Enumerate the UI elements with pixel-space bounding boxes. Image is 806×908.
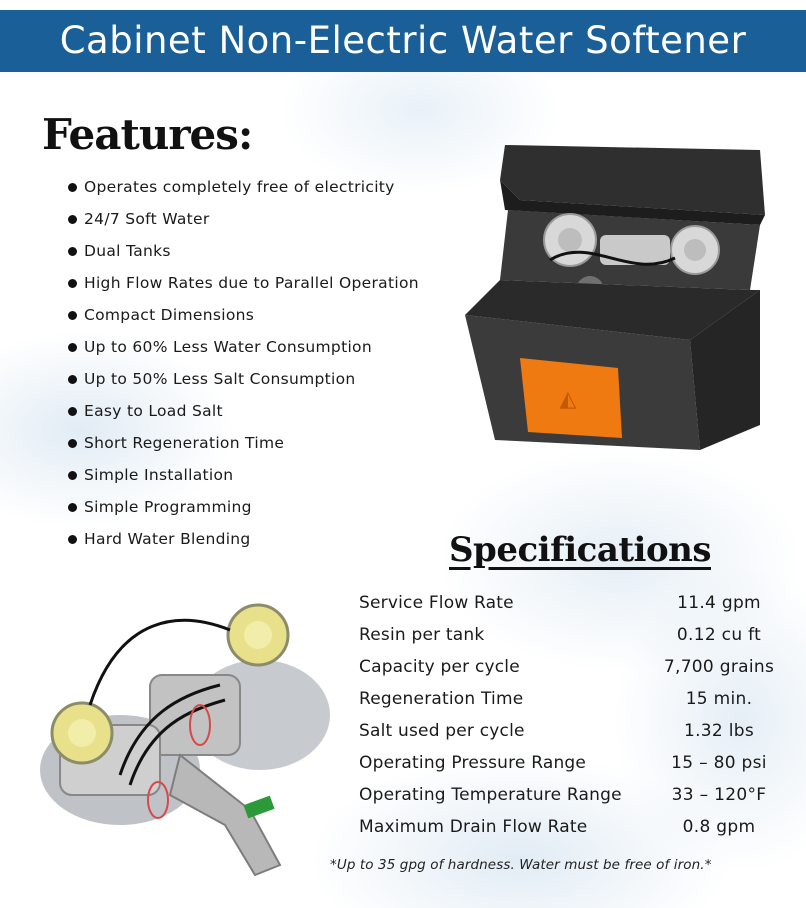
bullet-icon [68, 343, 77, 352]
feature-text: Simple Programming [84, 498, 252, 516]
bullet-icon [68, 535, 77, 544]
spec-row [359, 812, 799, 844]
features-heading: Features: [42, 110, 253, 159]
bullet-icon [68, 375, 77, 384]
spec-value: 7,700 grains [663, 657, 775, 677]
spec-value: 15 min. [685, 689, 753, 709]
feature-item [68, 367, 419, 399]
bullet-icon [68, 503, 77, 512]
feature-text: Simple Installation [84, 466, 234, 484]
spec-label: Maximum Drain Flow Rate [359, 817, 588, 837]
bullet-icon [68, 247, 77, 256]
features-list [68, 175, 419, 559]
footnote: *Up to 35 gpg of hardness. Water must be free of iron.* [330, 857, 712, 873]
spec-row [359, 620, 799, 652]
feature-item [68, 239, 419, 271]
bullet-icon [68, 439, 77, 448]
bullet-icon [68, 215, 77, 224]
feature-item [68, 527, 419, 559]
bullet-icon [68, 183, 77, 192]
spec-value: 0.12 cu ft [676, 625, 762, 645]
feature-text: Hard Water Blending [84, 530, 251, 548]
feature-text: Short Regeneration Time [84, 434, 285, 452]
feature-text: Up to 60% Less Water Consumption [84, 338, 372, 356]
feature-item [68, 431, 419, 463]
spec-row [359, 748, 799, 780]
specifications-heading: Specifications [449, 530, 712, 570]
spec-label: Salt used per cycle [359, 721, 525, 741]
spec-row [359, 684, 799, 716]
feature-text: 24/7 Soft Water [84, 210, 210, 228]
twin-valve-assembly-image [30, 595, 340, 880]
spec-label: Regeneration Time [359, 689, 524, 709]
spec-row [359, 652, 799, 684]
feature-text: Operates completely free of electricity [84, 178, 395, 196]
feature-text: Dual Tanks [84, 242, 171, 260]
feature-item [68, 303, 419, 335]
bullet-icon [68, 311, 77, 320]
cabinet-softener-image [460, 140, 780, 460]
feature-item [68, 335, 419, 367]
spec-value: 0.8 gpm [682, 817, 756, 837]
page-banner-title: Cabinet Non-Electric Water Softener [0, 10, 806, 72]
spec-row [359, 588, 799, 620]
feature-item [68, 271, 419, 303]
svg-text:◭: ◭ [559, 387, 577, 412]
feature-text: Up to 50% Less Salt Consumption [84, 370, 356, 388]
spec-label: Capacity per cycle [359, 657, 520, 677]
spec-value: 11.4 gpm [677, 593, 761, 613]
spec-row [359, 716, 799, 748]
feature-item [68, 463, 419, 495]
spec-label: Operating Temperature Range [359, 785, 622, 805]
bullet-icon [68, 407, 77, 416]
feature-item [68, 399, 419, 431]
spec-label: Service Flow Rate [359, 593, 514, 613]
spec-label: Operating Pressure Range [359, 753, 587, 773]
bullet-icon [68, 279, 77, 288]
feature-text: Easy to Load Salt [84, 402, 223, 420]
spec-value: 1.32 lbs [683, 721, 755, 741]
feature-text: Compact Dimensions [84, 306, 255, 324]
spec-row [359, 780, 799, 812]
feature-item [68, 495, 419, 527]
specifications-table [359, 588, 799, 844]
feature-text: High Flow Rates due to Parallel Operation [84, 274, 419, 292]
spec-label: Resin per tank [359, 625, 485, 645]
feature-item [68, 175, 419, 207]
feature-item [68, 207, 419, 239]
spec-value: 33 – 120°F [671, 785, 767, 805]
spec-value: 15 – 80 psi [671, 753, 767, 773]
bullet-icon [68, 471, 77, 480]
